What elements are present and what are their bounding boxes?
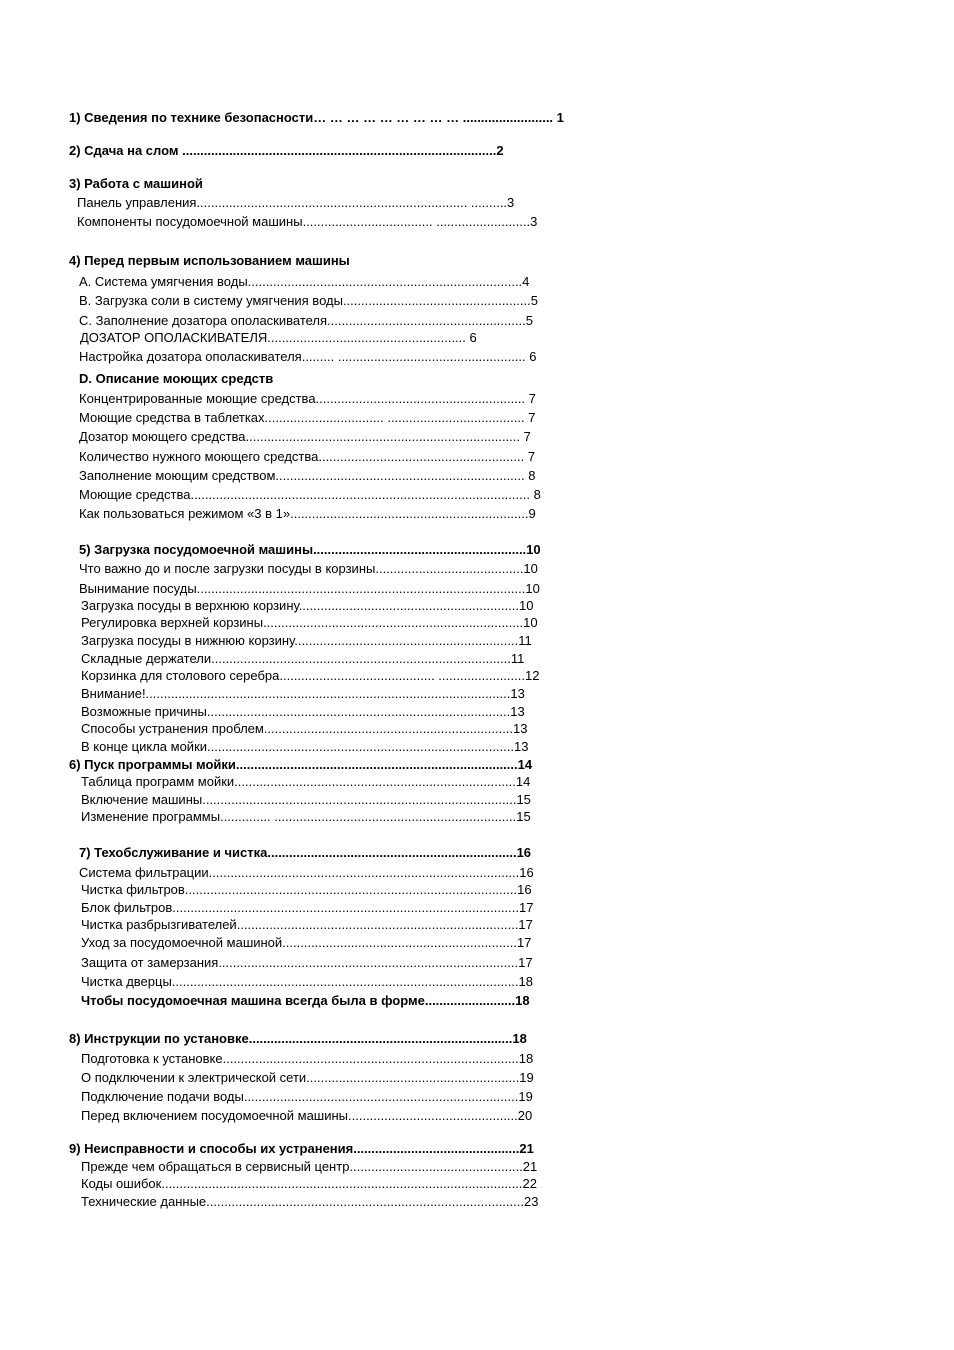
toc-item[interactable]: Защита от замерзания...................................................................................17 — [81, 955, 533, 970]
toc-item[interactable]: Вынимание посуды...........................................................................................10 — [79, 581, 540, 596]
toc-section-2[interactable]: 2) Сдача на слом .......................................................................................2 — [69, 143, 504, 158]
toc-item[interactable]: Внимание!.....................................................................................................13 — [81, 686, 525, 701]
toc-section-5[interactable]: 5) Загрузка посудомоечной машины...........................................................10 — [79, 542, 541, 557]
toc-item[interactable]: Система фильтрации......................................................................................16 — [79, 865, 534, 880]
toc-section-6[interactable]: 6) Пуск программы мойки..............................................................................14 — [69, 757, 533, 772]
toc-item[interactable]: Моющие средства в таблетках................................. ...................................... 7 — [79, 410, 536, 425]
toc-item[interactable]: Что важно до и после загрузки посуды в корзины.........................................10 — [79, 561, 538, 576]
toc-item[interactable]: Подключение подачи воды............................................................................19 — [81, 1089, 533, 1104]
toc-item[interactable]: Коды ошибок....................................................................................................22 — [81, 1176, 537, 1191]
toc-item[interactable]: Моющие средства.............................................................................................. 8 — [79, 487, 541, 502]
toc-item[interactable]: Компоненты посудомоечной машины.................................... ..........................3 — [77, 214, 538, 229]
toc-item[interactable]: Корзинка для столового серебра........................................... ........................12 — [81, 668, 540, 683]
toc-item[interactable]: Возможные причины....................................................................................13 — [81, 704, 525, 719]
toc-item[interactable]: Прежде чем обращаться в сервисный центр................................................21 — [81, 1159, 538, 1174]
toc-item[interactable]: Загрузка посуды в верхнюю корзину.............................................................10 — [81, 598, 534, 613]
toc-item[interactable]: A. Система умягчения воды............................................................................4 — [79, 274, 530, 289]
toc-item[interactable]: Чистка дверцы................................................................................................18 — [81, 974, 533, 989]
toc-item[interactable]: B. Загрузка соли в систему умягчения воды....................................................5 — [79, 293, 538, 308]
toc-item[interactable]: Настройка дозатора ополаскивателя......... .................................................... 6 — [79, 349, 537, 364]
toc-item[interactable]: Регулировка верхней корзины........................................................................10 — [81, 615, 538, 630]
toc-item[interactable]: Технические данные........................................................................................23 — [81, 1194, 539, 1209]
toc-item[interactable]: ДОЗАТОР ОПОЛАСКИВАТЕЛЯ....................................................... 6 — [80, 330, 477, 345]
toc-item[interactable]: C. Заполнение дозатора ополаскивателя.......................................................5 — [79, 313, 533, 328]
toc-item[interactable]: Включение машины.......................................................................................15 — [81, 792, 531, 807]
toc-item[interactable]: Как пользоваться режимом «3 в 1»..................................................................9 — [79, 506, 536, 521]
toc-item[interactable]: Количество нужного моющего средства......................................................... 7 — [79, 449, 536, 464]
toc-item[interactable]: Таблица программ мойки..............................................................................14 — [81, 774, 531, 789]
toc-item[interactable]: Концентрированные моющие средства.......................................................... 7 — [79, 391, 536, 406]
toc-item-bold[interactable]: Чтобы посудомоечная машина всегда была в форме.........................18 — [81, 993, 530, 1008]
toc-item[interactable]: Чистка разбрызгивателей..............................................................................17 — [81, 917, 533, 932]
toc-item[interactable]: Блок фильтров................................................................................................17 — [81, 900, 534, 915]
toc-item[interactable]: Дозатор моющего средства............................................................................ 7 — [79, 429, 531, 444]
toc-item[interactable]: Заполнение моющим средством..................................................................... 8 — [79, 468, 536, 483]
toc-item[interactable]: Подготовка к установке..................................................................................18 — [81, 1051, 534, 1066]
toc-item[interactable]: О подключении к электрической сети...........................................................19 — [81, 1070, 534, 1085]
toc-item[interactable]: Чистка фильтров............................................................................................16 — [81, 882, 532, 897]
toc-subsection-d[interactable]: D. Описание моющих средств — [79, 371, 274, 386]
toc-section-1[interactable]: 1) Сведения по технике безопасности… … … … … … … … … ......................... 1 — [69, 110, 564, 125]
toc-item[interactable]: Складные держатели...................................................................................11 — [81, 651, 525, 666]
toc-section-4[interactable]: 4) Перед первым использованием машины — [69, 253, 350, 268]
toc-item[interactable]: Загрузка посуды в нижнюю корзину..............................................................11 — [81, 633, 532, 648]
toc-section-7[interactable]: 7) Техобслуживание и чистка.....................................................................16 — [79, 845, 532, 860]
toc-item[interactable]: Перед включением посудомоечной машины...............................................20 — [81, 1108, 533, 1123]
toc-section-9[interactable]: 9) Неисправности и способы их устранения..............................................21 — [69, 1141, 534, 1156]
toc-section-3[interactable]: 3) Работа с машиной — [69, 176, 203, 191]
toc-item[interactable]: Изменение программы.............. ...................................................................15 — [81, 809, 531, 824]
toc-item[interactable]: Панель управления........................................................................... ..........3 — [77, 195, 515, 210]
toc-section-8[interactable]: 8) Инструкции по установке.........................................................................18 — [69, 1031, 527, 1046]
toc-item[interactable]: В конце цикла мойки.....................................................................................13 — [81, 739, 529, 754]
toc-item[interactable]: Способы устранения проблем.....................................................................13 — [81, 721, 528, 736]
toc-item[interactable]: Уход за посудомоечной машиной.................................................................17 — [81, 935, 532, 950]
